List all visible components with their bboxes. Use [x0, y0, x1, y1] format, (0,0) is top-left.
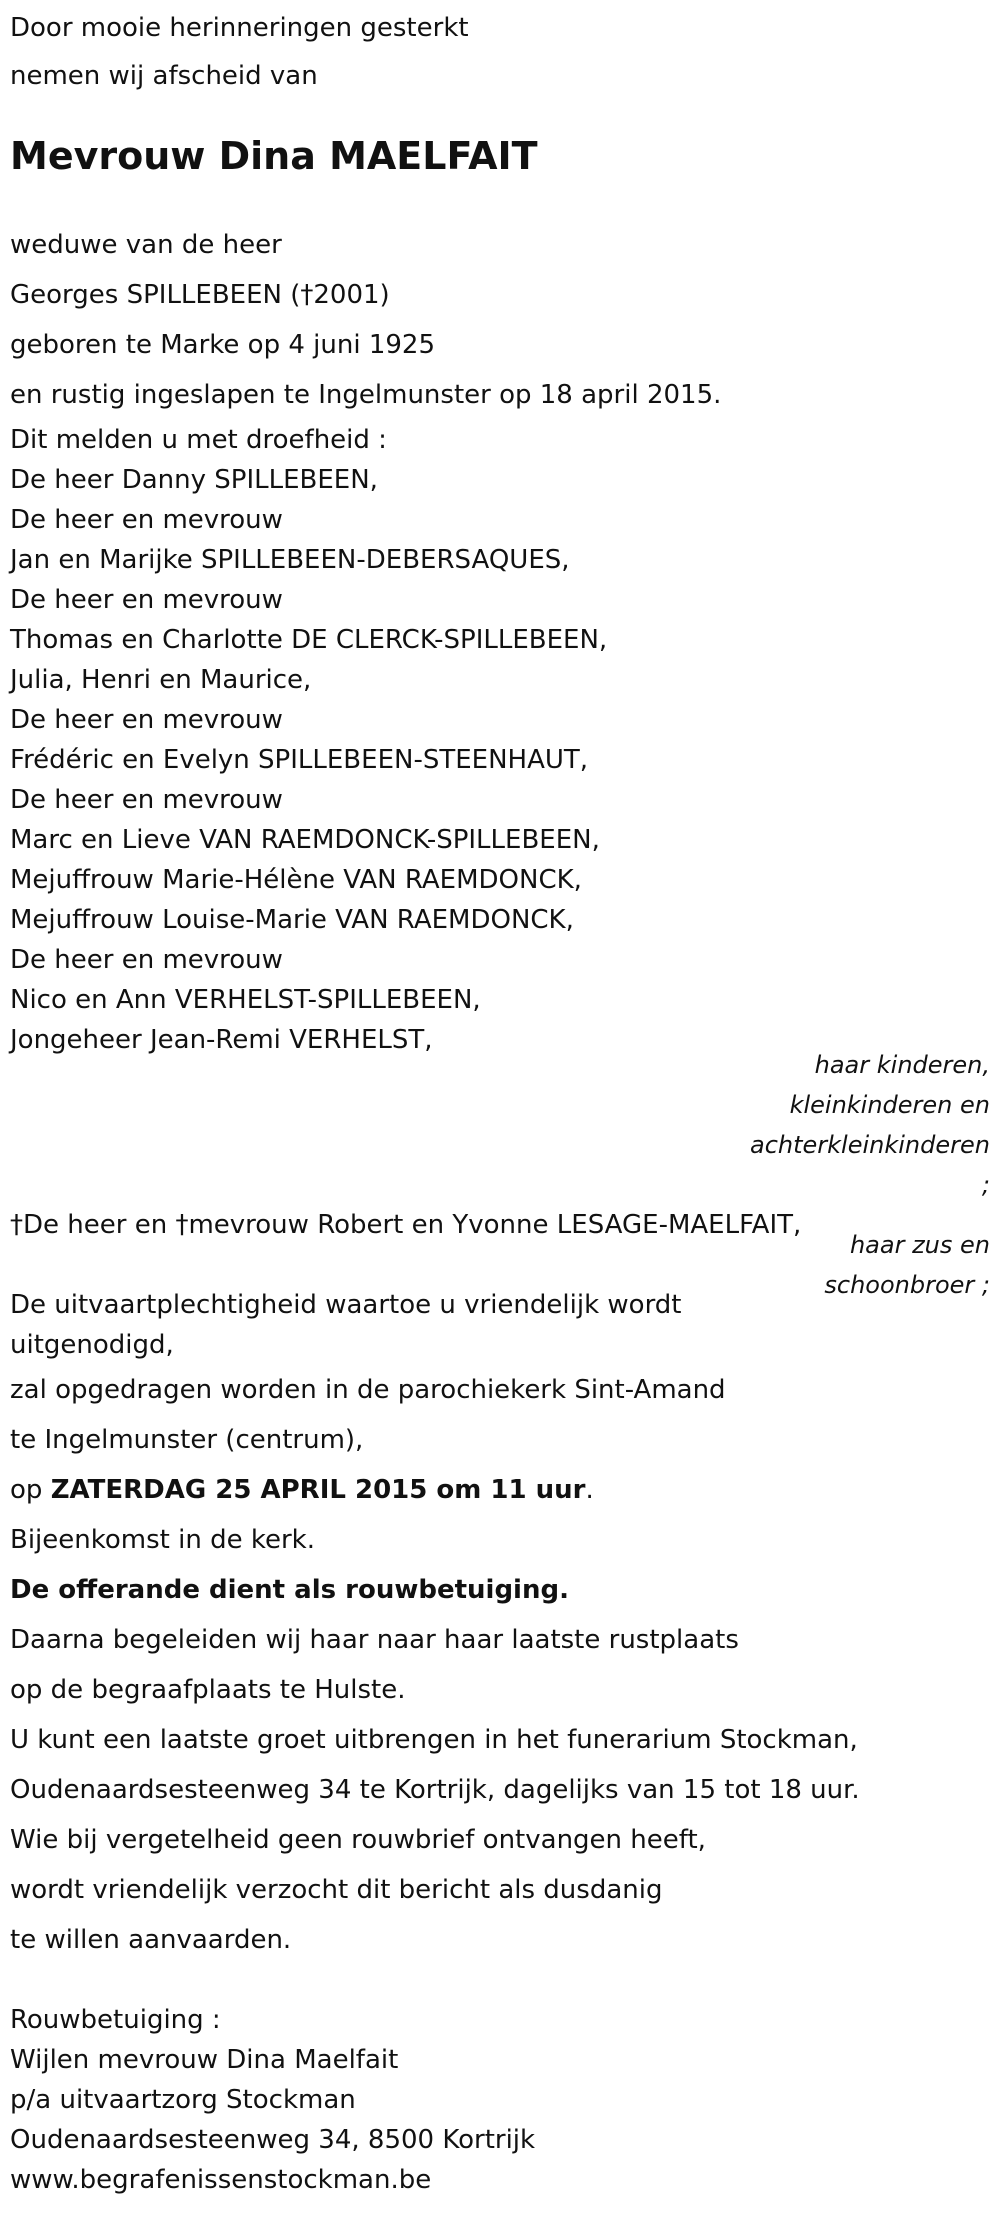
- contact-website-link[interactable]: www.begrafenissenstockman.be: [10, 2165, 432, 2195]
- family-member: Nico en Ann VERHELST-SPILLEBEEN,: [10, 985, 481, 1015]
- family-member: De heer en mevrouw: [10, 585, 283, 615]
- sister-note-line: schoonbroer ;: [824, 1271, 990, 1299]
- family-member: De heer en mevrouw: [10, 785, 283, 815]
- family-section: [10, 420, 607, 1060]
- bio-birth-line: geboren te Marke op 4 juni 1925: [10, 330, 435, 360]
- children-note-line: ;: [981, 1171, 990, 1199]
- ceremony-burial-1: Daarna begeleiden wij haar naar haar laatste rustplaats: [10, 1625, 739, 1655]
- bio-section: [10, 220, 721, 420]
- family-member: De heer en mevrouw: [10, 705, 283, 735]
- ceremony-line-3: zal opgedragen worden in de parochiekerk Sint-Amand: [10, 1375, 726, 1405]
- contact-section: [10, 2000, 535, 2200]
- ceremony-visit-2: Oudenaardsesteenweg 34 te Kortrijk, dagelijks van 15 tot 18 uur.: [10, 1775, 860, 1805]
- family-member: Frédéric en Evelyn SPILLEBEEN-STEENHAUT,: [10, 745, 589, 775]
- ceremony-notice-1: Wie bij vergetelheid geen rouwbrief ontvangen heeft,: [10, 1825, 706, 1855]
- ceremony-date-line: [10, 1465, 860, 1515]
- children-note-line: kleinkinderen en: [789, 1091, 990, 1119]
- ceremony-visit-1: U kunt een laatste groet uitbrengen in het funerarium Stockman,: [10, 1725, 858, 1755]
- contact-heading: Rouwbetuiging :: [10, 2005, 221, 2035]
- ceremony-notice-3: te willen aanvaarden.: [10, 1925, 292, 1955]
- family-member: Jan en Marijke SPILLEBEEN-DEBERSAQUES,: [10, 545, 570, 575]
- intro-line-2: nemen wij afscheid van: [10, 61, 318, 91]
- deceased-name: Mevrouw Dina MAELFAIT: [10, 134, 538, 178]
- children-note-line: achterkleinkinderen: [750, 1131, 990, 1159]
- intro: [10, 4, 469, 100]
- ceremony-meeting: Bijeenkomst in de kerk.: [10, 1525, 315, 1555]
- family-member: Jongeheer Jean-Remi VERHELST,: [10, 1025, 433, 1055]
- ceremony-date-suffix: .: [585, 1475, 594, 1505]
- family-member: De heer Danny SPILLEBEEN,: [10, 465, 378, 495]
- ceremony-line-1: De uitvaartplechtigheid waartoe u vriendelijk wordt: [10, 1290, 682, 1320]
- children-note: [750, 1045, 990, 1205]
- sister-line: †De heer en †mevrouw Robert en Yvonne LESAGE-MAELFAIT,: [10, 1210, 802, 1240]
- ceremony-section: [10, 1285, 860, 1965]
- bio-death-line: en rustig ingeslapen te Ingelmunster op 18 april 2015.: [10, 380, 722, 410]
- family-member: Marc en Lieve VAN RAEMDONCK-SPILLEBEEN,: [10, 825, 600, 855]
- ceremony-line-2: uitgenodigd,: [10, 1330, 174, 1360]
- ceremony-date: ZATERDAG 25 APRIL 2015 om 11 uur: [50, 1475, 586, 1505]
- contact-care-of: p/a uitvaartzorg Stockman: [10, 2085, 356, 2115]
- family-member: Mejuffrouw Louise-Marie VAN RAEMDONCK,: [10, 905, 574, 935]
- ceremony-line-4: te Ingelmunster (centrum),: [10, 1425, 364, 1455]
- ceremony-burial-2: op de begraafplaats te Hulste.: [10, 1675, 406, 1705]
- family-member: De heer en mevrouw: [10, 505, 283, 535]
- bio-widow-line: weduwe van de heer: [10, 230, 282, 260]
- bio-husband-line: Georges SPILLEBEEN (†2001): [10, 280, 390, 310]
- family-announcement: Dit melden u met droefheid :: [10, 425, 387, 455]
- ceremony-date-prefix: op: [10, 1475, 51, 1505]
- intro-line-1: Door mooie herinneringen gesterkt: [10, 13, 469, 43]
- contact-address: Oudenaardsesteenweg 34, 8500 Kortrijk: [10, 2125, 536, 2155]
- family-member: Thomas en Charlotte DE CLERCK-SPILLEBEEN,: [10, 625, 608, 655]
- family-member: Julia, Henri en Maurice,: [10, 665, 312, 695]
- ceremony-offering: De offerande dient als rouwbetuiging.: [10, 1575, 569, 1605]
- family-member: Mejuffrouw Marie-Hélène VAN RAEMDONCK,: [10, 865, 582, 895]
- sister-note-line: haar zus en: [849, 1231, 990, 1259]
- family-member: De heer en mevrouw: [10, 945, 283, 975]
- contact-name: Wijlen mevrouw Dina Maelfait: [10, 2045, 399, 2075]
- children-note-line: haar kinderen,: [814, 1051, 990, 1079]
- ceremony-notice-2: wordt vriendelijk verzocht dit bericht als dusdanig: [10, 1875, 663, 1905]
